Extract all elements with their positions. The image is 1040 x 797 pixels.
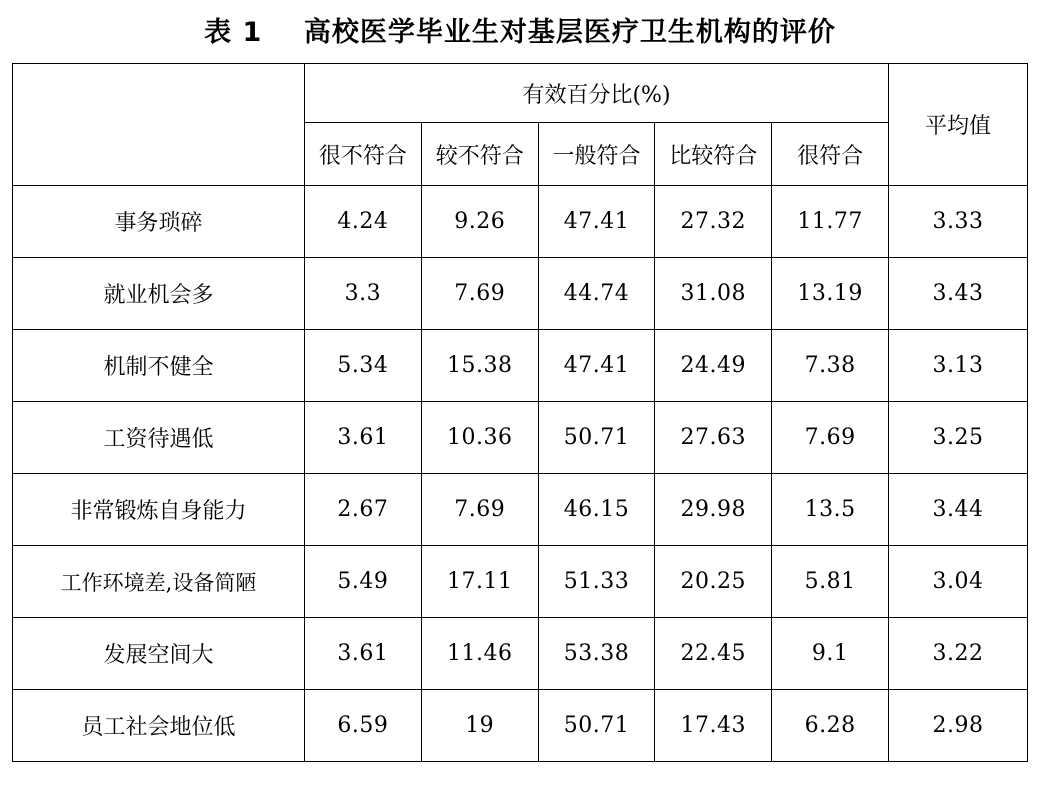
cell-value: 7.69 — [772, 402, 889, 474]
row-label: 员工社会地位低 — [13, 690, 305, 762]
header-sub-2: 一般符合 — [538, 123, 655, 186]
cell-value: 7.38 — [772, 330, 889, 402]
cell-value: 4.24 — [305, 186, 422, 258]
cell-value: 19 — [421, 690, 538, 762]
cell-value: 27.63 — [655, 402, 772, 474]
header-sub-1: 较不符合 — [421, 123, 538, 186]
cell-mean: 3.33 — [889, 186, 1028, 258]
row-label: 发展空间大 — [13, 618, 305, 690]
row-label: 工资待遇低 — [13, 402, 305, 474]
cell-value: 31.08 — [655, 258, 772, 330]
cell-mean: 3.44 — [889, 474, 1028, 546]
cell-value: 50.71 — [538, 690, 655, 762]
cell-value: 5.81 — [772, 546, 889, 618]
cell-value: 2.67 — [305, 474, 422, 546]
row-label: 就业机会多 — [13, 258, 305, 330]
header-corner — [13, 64, 305, 186]
cell-value: 6.59 — [305, 690, 422, 762]
cell-value: 27.32 — [655, 186, 772, 258]
cell-value: 24.49 — [655, 330, 772, 402]
cell-value: 20.25 — [655, 546, 772, 618]
cell-value: 17.43 — [655, 690, 772, 762]
row-label: 事务琐碎 — [13, 186, 305, 258]
cell-value: 13.19 — [772, 258, 889, 330]
cell-value: 11.77 — [772, 186, 889, 258]
cell-value: 15.38 — [421, 330, 538, 402]
cell-value: 9.1 — [772, 618, 889, 690]
table-row — [13, 618, 1028, 690]
cell-value: 47.41 — [538, 186, 655, 258]
header-mean: 平均值 — [889, 64, 1028, 186]
cell-mean: 3.25 — [889, 402, 1028, 474]
table-row — [13, 474, 1028, 546]
cell-value: 9.26 — [421, 186, 538, 258]
header-sub-4: 很符合 — [772, 123, 889, 186]
cell-value: 11.46 — [421, 618, 538, 690]
header-sub-3: 比较符合 — [655, 123, 772, 186]
table-row — [13, 690, 1028, 762]
table-body — [13, 186, 1028, 762]
table-row — [13, 330, 1028, 402]
table-header — [13, 64, 1028, 186]
cell-mean: 2.98 — [889, 690, 1028, 762]
cell-value: 3.61 — [305, 618, 422, 690]
cell-value: 44.74 — [538, 258, 655, 330]
cell-value: 5.34 — [305, 330, 422, 402]
row-label: 机制不健全 — [13, 330, 305, 402]
row-label: 工作环境差,设备简陋 — [13, 546, 305, 618]
cell-value: 5.49 — [305, 546, 422, 618]
cell-value: 17.11 — [421, 546, 538, 618]
cell-value: 3.61 — [305, 402, 422, 474]
table-row — [13, 186, 1028, 258]
cell-value: 3.3 — [305, 258, 422, 330]
cell-value: 13.5 — [772, 474, 889, 546]
cell-value: 50.71 — [538, 402, 655, 474]
cell-mean: 3.13 — [889, 330, 1028, 402]
cell-value: 10.36 — [421, 402, 538, 474]
cell-mean: 3.04 — [889, 546, 1028, 618]
cell-value: 22.45 — [655, 618, 772, 690]
evaluation-table — [12, 63, 1028, 762]
cell-value: 6.28 — [772, 690, 889, 762]
page-title: 表 1 高校医学毕业生对基层医疗卫生机构的评价 — [204, 17, 836, 48]
header-group-percent: 有效百分比(%) — [305, 64, 889, 123]
cell-value: 7.69 — [421, 474, 538, 546]
header-sub-0: 很不符合 — [305, 123, 422, 186]
cell-value: 51.33 — [538, 546, 655, 618]
table-row — [13, 402, 1028, 474]
cell-value: 46.15 — [538, 474, 655, 546]
row-label: 非常锻炼自身能力 — [13, 474, 305, 546]
cell-mean: 3.43 — [889, 258, 1028, 330]
table-row — [13, 546, 1028, 618]
cell-value: 47.41 — [538, 330, 655, 402]
cell-value: 29.98 — [655, 474, 772, 546]
table-row — [13, 258, 1028, 330]
cell-value: 7.69 — [421, 258, 538, 330]
cell-value: 53.38 — [538, 618, 655, 690]
cell-mean: 3.22 — [889, 618, 1028, 690]
header-row-top — [13, 64, 1028, 123]
